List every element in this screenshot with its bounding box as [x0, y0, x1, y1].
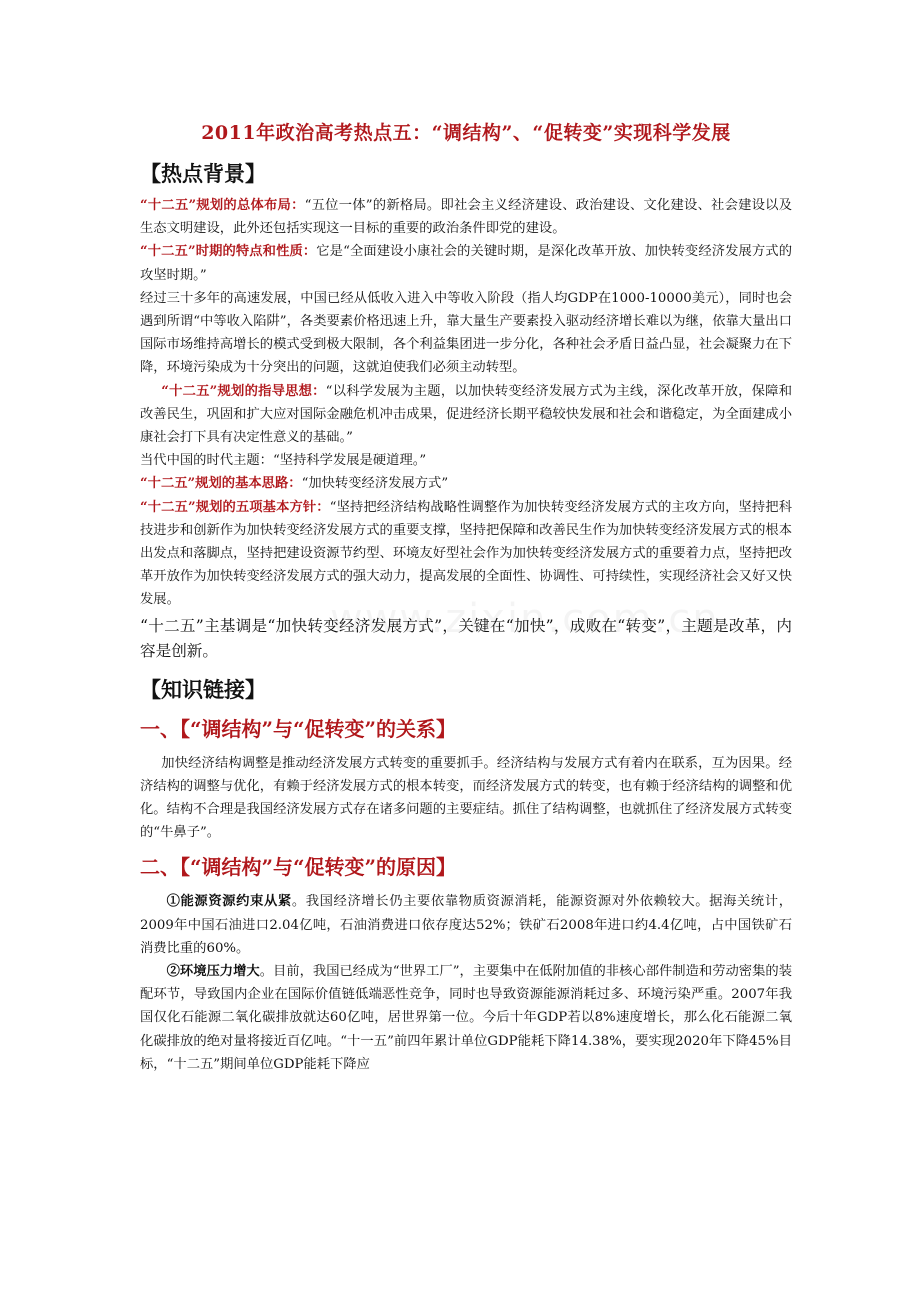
idea-label: “十二五”规划的基本思路： — [140, 476, 302, 492]
nature-text: 它是“全面建设小康社会的关键时期，是深化改革开放、加快转变经济发展方式的攻坚时期。” — [140, 244, 793, 283]
relation-paragraph: 加快经济结构调整是推动经济发展方式转变的重要抓手。经济结构与发展方式有着内在联系，互为因果。经济结构的调整与优化，有赖于经济发展方式的根本转变，而经济发展方式的转变，也有赖于经济结构的调整和优化。结构不合理是我国经济发展方式存在诸多问题的主要症结。抓住了结构调整，也就抓住了经济发展方式转变的“牛鼻子”。 — [140, 755, 792, 841]
nature-paragraph — [140, 240, 792, 286]
reason1-label: ①能源资源约束从紧 — [166, 894, 292, 910]
document-content — [140, 118, 792, 1076]
reason-heading: 二、【“调结构”与“促转变”的原因】 — [140, 855, 457, 880]
policy-label: “十二五”规划的五项基本方针： — [140, 499, 330, 515]
layout-text: “五位一体”的新格局。即社会主义经济建设、政治建设、文化建设、社会建设以及生态文明建设，此外还包括实现这一目标的重要的政治条件即党的建设。 — [140, 198, 792, 237]
idea-paragraph — [140, 472, 792, 495]
policy-text: “坚持把经济结构战略性调整作为加快转变经济发展方式的主攻方向，坚持把科技进步和创新作为加快转变经济发展方式的重要支撑，坚持把保障和改善民生作为加快转变经济发展方式的根本出发点和落脚点，坚持把建设资源节约型、环境友好型社会作为加快转变经济发展方式的重要着力点，坚持把改革开放作为加快转变经济发展方式的强大动力，提高发展的全面性、协调性、可持续性，实现经济社会又好又快发展。 — [140, 499, 792, 608]
reason1-paragraph — [140, 890, 792, 960]
reason2-text: 。目前，我国已经成为“世界工厂”，主要集中在低附加值的非核心部件制造和劳动密集的装配环节，导致国内企业在国际价值链低端恶性竞争，同时也导致资源能源消耗过多、环境污染严重。2007年我国仅化石能源二氧化碳排放就达60亿吨，居世界第一位。今后十年GDP若以8%速度增长，那么化石能源二氧化碳排放的绝对量将接近百亿吨。“十一五”前四年累计单位GDP能耗下降14.38%，要实现2020年下降45%目标，“十二五”期间单位GDP能耗下降应 — [140, 964, 792, 1072]
document-title: 2011年政治高考热点五：“调结构”、“促转变”实现科学发展 — [201, 122, 731, 144]
reason1-text: 。我国经济增长仍主要依靠物质资源消耗，能源资源对外依赖较大。据海关统计，2009年中国石油进口2.04亿吨，石油消费进口依存度达52%；铁矿石2008年进口约4.4亿吨，占中国铁矿石消费比重的60%。 — [140, 894, 793, 956]
middle-income-paragraph: 经过三十多年的高速发展，中国已经从低收入进入中等收入阶段（指人均GDP在1000-10000美元），同时也会遇到所谓“中等收入陷阱”，各类要素价格迅速上升，靠大量生产要素投入驱动经济增长难以为继，依靠大量出口国际市场维持高增长的模式受到极大限制，各个利益集团进一步分化，各种社会矛盾日益凸显，社会凝聚力在下降，环境污染成为十分突出的问题，这就迫使我们必须主动转型。 — [140, 290, 792, 376]
layout-paragraph — [140, 194, 792, 240]
reason2-label: ②环境压力增大 — [166, 964, 260, 980]
reason2-paragraph — [140, 960, 792, 1076]
theme-paragraph: 当代中国的时代主题：“坚持科学发展是硬道理。” — [140, 453, 427, 469]
background-heading: 【热点背景】 — [140, 161, 266, 186]
nature-label: “十二五”时期的特点和性质： — [140, 244, 317, 260]
guide-paragraph — [140, 380, 792, 450]
guide-label: “十二五”规划的指导思想： — [161, 383, 326, 399]
idea-text: “加快转变经济发展方式” — [301, 476, 449, 492]
layout-label: “十二五”规划的总体布局： — [140, 198, 305, 213]
policy-paragraph — [140, 496, 792, 612]
knowledge-heading: 【知识链接】 — [140, 676, 266, 702]
guide-text: “以科学发展为主题，以加快转变经济发展方式为主线，深化改革开放，保障和改善民生，巩固和扩大应对国际金融危机冲击成果，促进经济长期平稳较快发展和社会和谐稳定，为全面建成小康社会打下具有决定性意义的基础。” — [140, 383, 792, 446]
relation-heading: 一、【“调结构”与“促转变”的关系】 — [140, 716, 457, 741]
keynote-paragraph: “十二五”主基调是“加快转变经济发展方式”，关键在“加快”，成败在“转变”，主题是改革，内容是创新。 — [140, 616, 792, 660]
